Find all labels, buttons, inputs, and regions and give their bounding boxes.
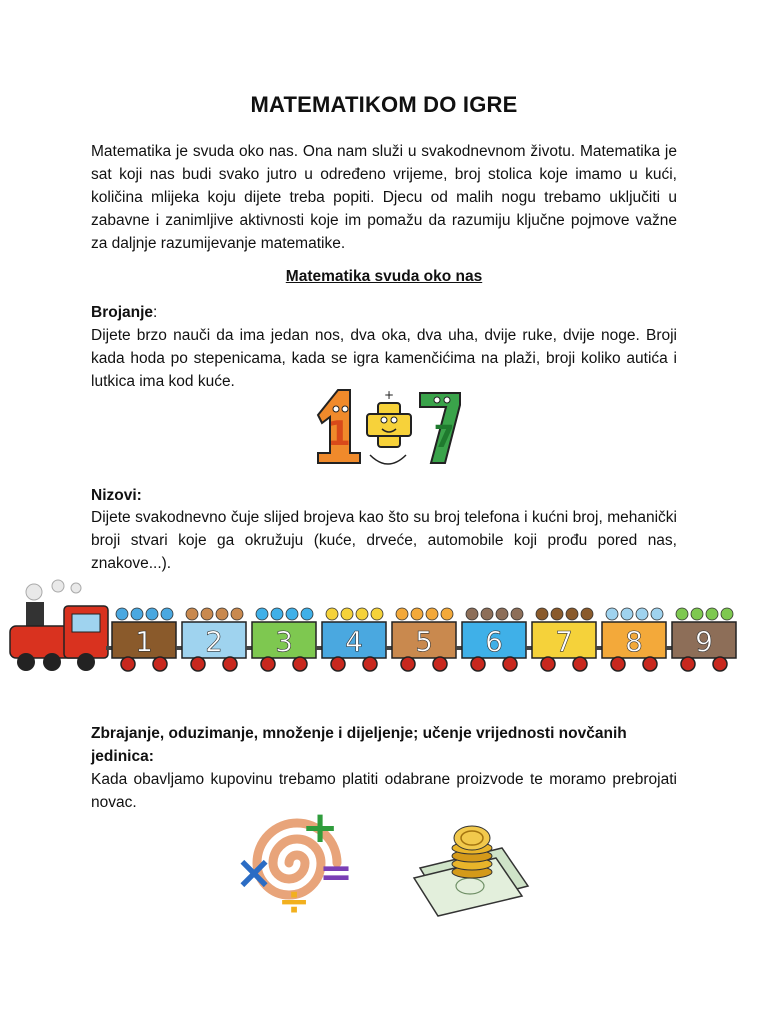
- paragraph-nizovi: Dijete svakodnevno čuje slijed brojeva kao što su broj telefona i kućni broj, mehanički broji stvari koje ga okružuju (kuće, drveće, automobile koji prođu pored nas, znakove...).: [91, 509, 677, 572]
- heading-brojanje-colon: :: [153, 304, 158, 321]
- paragraph-brojanje: Dijete brzo nauči da ima jedan nos, dva oka, dva uha, dvije ruke, dvije noge. Broji kada hoda po stepenicama, kada se igra kamenčićima na plaži, broji koliko autića i lutkica ima kod kuće.: [91, 327, 677, 390]
- plus-symbol: +: [301, 802, 339, 853]
- train-wagon-number: 6: [485, 625, 503, 658]
- train-wagon-5: [386, 608, 456, 671]
- number-train-illustration: [0, 578, 768, 678]
- train-wagon-number: 9: [695, 625, 713, 658]
- train-wagon-8: [596, 608, 666, 671]
- heading-brojanje-text: Brojanje: [91, 304, 154, 321]
- one-plus-seven-illustration: [310, 385, 465, 470]
- train-wagon-6: [456, 608, 526, 671]
- train-wagon-1: [106, 608, 176, 671]
- paragraph-operacije: Kada obavljamo kupovinu trebamo platiti odabrane proizvode te moramo prebrojati novac.: [91, 771, 677, 811]
- train-wagon-number: 8: [625, 625, 643, 658]
- heading-brojanje: [91, 301, 677, 324]
- page-title: MATEMATIKOM DO IGRE: [250, 92, 518, 117]
- number-seven-character: [420, 393, 460, 463]
- plus-character: [367, 388, 411, 464]
- coins-stack-icon: [452, 826, 492, 878]
- divide-symbol: ÷: [278, 879, 310, 923]
- train-wagon-3: [246, 608, 316, 671]
- math-operations-illustration: [232, 802, 362, 923]
- train-wagon-number: 5: [415, 625, 433, 658]
- intro-paragraph: Matematika je svuda oko nas. Ona nam služi u svakodnevnom životu. Matematika je sat koji nas budi svako jutro u određeno vrijeme, broj stolica koje imamo u kući, količina mlijeka koju dijete treba popiti. Djecu od malih nogu trebamo uključiti u zabavne i zanimljive aktivnosti koje im pomažu da razumiju ključne pojmove važne za daljnje razumijevanje matematike.: [91, 143, 677, 252]
- money-illustration: [410, 820, 535, 912]
- train-wagon-7: [526, 608, 596, 671]
- train-wagon-number: 3: [275, 625, 293, 658]
- train-wagon-2: [176, 608, 246, 671]
- heading-operacije: Zbrajanje, oduzimanje, množenje i dijeljenje; učenje vrijednosti novčanih jedinica:: [91, 725, 627, 765]
- number-one-character: [318, 390, 360, 463]
- train-wagon-9: [666, 608, 736, 671]
- number-one-glyph: 1: [327, 414, 351, 454]
- times-symbol: ×: [234, 845, 274, 899]
- train-locomotive: [10, 580, 108, 671]
- train-wagon-number: 2: [205, 625, 223, 658]
- number-seven-glyph: 7: [433, 420, 455, 455]
- train-wagon-number: 4: [345, 625, 363, 658]
- heading-nizovi: Nizovi:: [91, 487, 142, 504]
- train-wagon-number: 1: [135, 625, 153, 658]
- train-wagon-4: [316, 608, 386, 671]
- plus-glyph: +: [383, 388, 395, 402]
- equals-symbol: =: [319, 850, 353, 896]
- train-wagon-number: 7: [555, 625, 573, 658]
- section-subtitle: Matematika svuda oko nas: [285, 268, 483, 285]
- train-wagons: [106, 608, 736, 671]
